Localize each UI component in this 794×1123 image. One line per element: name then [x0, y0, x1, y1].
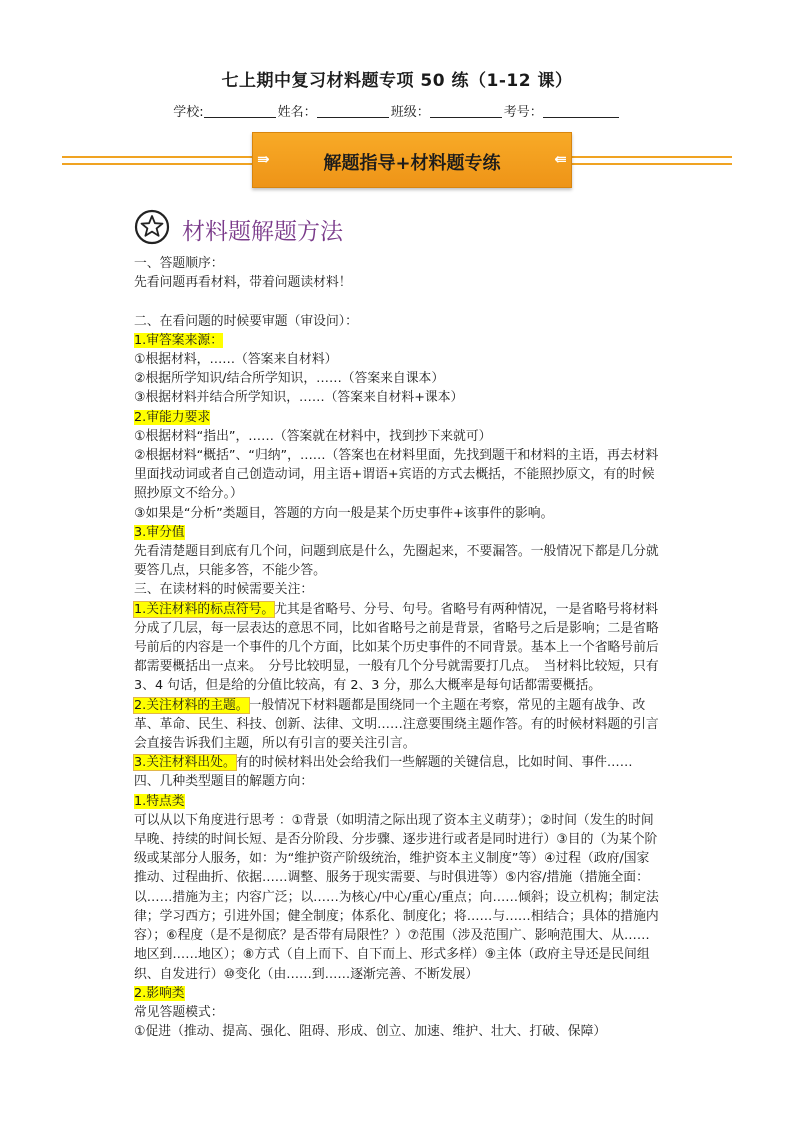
para-ability-3: ③如果是“分析”类题目，答题的方向一般是某个历史事件+该事件的影响。 [134, 505, 554, 521]
para-punctuation: 尤其是省略号、分号、句号。省略号有两种情况，一是省略号将材料分成了几层，每一层表达的意思不同，比如省略号之前是背景，省略号之后是影响；二是省略号前后的内容是一个事件的几个方面，比如某个历史事件的不同背景。基本上一个省略号前后都需要概括出一点来。 分号比较明显，一般有几个分号就需要打几点。 当材料比较短，只有 3、4 句话，但是给的分值比较高，有 2、3 分，那么大概率是每句话都需要概括。 [134, 601, 659, 694]
section-title: 材料题解题方法 [182, 219, 343, 245]
para-source-1: ①根据材料，……（答案来自材料） [134, 352, 338, 367]
school-label: 学校: [173, 105, 204, 120]
para-score: 先看清楚题目到底有几个问，问题到底是什么，先圈起来，不要漏答。一般情况下都是几分就要答几点，只能多答，不能少答。 [134, 544, 659, 579]
para-theme: 一般情况下材料题都是围绕同一个主题在考察，常见的主题有战争、改革、革命、民生、科技、创新、法律、文明……注意要围绕主题作答。有的时候材料题的引言会直接告诉我们主题，所以有引言的要关注引言。 [134, 697, 659, 752]
star-circle-icon [134, 209, 170, 245]
para-reading-heading: 三、在读材料的时候需要关注： [134, 582, 314, 598]
para-features: 可以从以下角度进行思考 ：①背景（如明清之际出现了资本主义萌芽）；②时间（发生的时间早晚、持续的时间长短、是否分阶段、分步骤、逐步进行或者是同时进行）③目的（为某个阶级或某部分人服务，如：为“维护资产阶级统治，维护资本主义制度”等）④过程（政府/国家推动、过程曲折、依据……调整、服务于现实需要、与时俱进等）⑤内容/措施（措施全面：以……措施为主；内容广泛；以……为核心/中心/重心/重点；向……倾斜；设立机构；制定法律；学习西方；引进外国；健全制度；体系化、制度化；将……与……相结合；具体的措施内容）；⑥程度（是不是彻底？是否带有局限性？）⑦范围（涉及范围广、影响范围大、从……地区到……地区）；⑧方式（自上而下、自下而上、形式多样）⑨主体（政府主导还是民间组织、自发进行）⑩变化（由……到……逐渐完善、不断发展） [134, 812, 659, 982]
double-arrow-left-icon: ⇚ [554, 150, 567, 168]
para-types-heading: 四、几种类型题目的解题方向： [134, 774, 314, 790]
highlight-theme: 2.关注材料的主题。 [134, 697, 249, 713]
exam-no-label: 考号： [503, 105, 543, 120]
para-ability-2: ②根据材料“概括”、“归纳”，……（答案也在材料里面，先找到题干和材料的主语，再去材料里面找动词或者自己创造动词，用主语+谓语+宾语的方式去概括，不能照抄原文，有的时候照抄原文不给分。） [134, 448, 659, 502]
content-body [134, 254, 662, 1041]
para-impact-1: ①促进（推动、提高、强化、阻碍、形成、创立、加速、维护、壮大、打破、保障） [134, 1024, 607, 1040]
name-blank[interactable] [317, 105, 389, 118]
banner-text: 解题指导+材料题专练 [323, 153, 501, 174]
double-arrow-right-icon: ⇛ [257, 150, 270, 168]
student-info-row [0, 101, 794, 120]
class-label: 班级： [390, 105, 430, 120]
para-source-3: ③根据材料并结合所学知识，……（答案来自材料+课本） [134, 390, 464, 406]
highlight-score: 3.审分值 [134, 524, 185, 540]
name-label: 姓名： [277, 105, 317, 120]
exam-no-blank[interactable] [543, 105, 619, 118]
para-impact-heading: 常见答题模式： [134, 1004, 224, 1020]
para-question-heading: 二、在看问题的时候要审题（审设问）： [134, 313, 358, 329]
para-source-2: ②根据所学知识/结合所学知识，……（答案来自课本） [134, 371, 445, 387]
class-blank[interactable] [430, 105, 502, 118]
highlight-answer-source: 1.审答案来源： [134, 332, 223, 348]
section-banner [252, 132, 572, 188]
highlight-features: 1.特点类 [134, 793, 185, 809]
para-answer-order-heading: 一、答题顺序： [134, 256, 224, 271]
highlight-impact: 2.影响类 [134, 985, 185, 1001]
highlight-ability: 2.审能力要求 [134, 409, 211, 425]
highlight-source: 3.关注材料出处。 [134, 755, 236, 771]
document-title: 七上期中复习材料题专项 50 练（1-12 课） [221, 71, 573, 91]
para-answer-order: 先看问题再看材料，带着问题读材料！ [134, 275, 352, 291]
para-ability-1: ①根据材料“指出”，……（答案就在材料中，找到抄下来就可） [134, 428, 492, 444]
para-source: 有的时候材料出处会给我们一些解题的关键信息，比如时间、事件…… [235, 755, 633, 771]
highlight-punctuation: 1.关注材料的标点符号。 [134, 601, 275, 617]
school-blank[interactable] [204, 105, 276, 118]
